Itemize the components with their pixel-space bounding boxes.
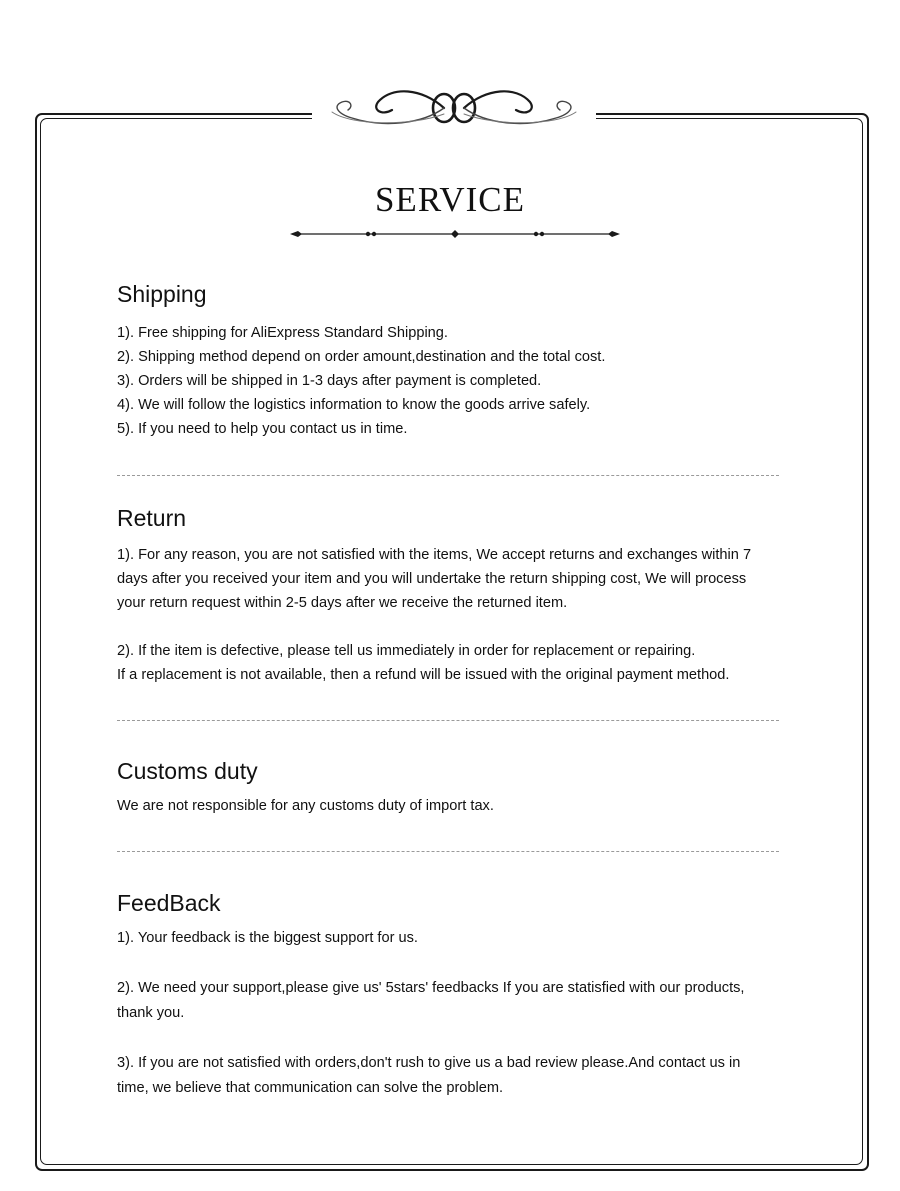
section-divider [117,720,779,721]
feedback-line: time, we believe that communication can solve the problem. [117,1080,504,1096]
shipping-line: 1). Free shipping for AliExpress Standard Shipping. [117,325,448,341]
feedback-line: 1). Your feedback is the biggest support for us. [117,930,418,946]
shipping-line: 2). Shipping method depend on order amount,destination and the total cost. [117,349,606,365]
shipping-heading: Shipping [117,281,207,307]
return-line: 2). If the item is defective, please tell us immediately in order for replacement or repairing. [117,643,696,659]
feedback-line: 3). If you are not satisfied with orders,don't rush to give us a bad review please.And contact us in [117,1055,741,1071]
customs-line: We are not responsible for any customs duty of import tax. [117,798,494,814]
shipping-line: 4). We will follow the logistics information to know the goods arrive safely. [117,397,591,413]
shipping-line: 3). Orders will be shipped in 1-3 days after payment is completed. [117,373,542,389]
return-line: your return request within 2-5 days after we receive the returned item. [117,595,568,611]
return-line: days after you received your item and you will undertake the return shipping cost, We will process [117,571,747,587]
feedback-heading: FeedBack [117,890,221,916]
title-divider-icon [288,226,622,242]
section-divider [117,851,779,852]
customs-heading: Customs duty [117,758,258,784]
flourish-ornament-icon [322,84,586,136]
section-divider [117,475,779,476]
return-line: If a replacement is not available, then a refund will be issued with the original payment method. [117,667,730,683]
return-line: 1). For any reason, you are not satisfied with the items, We accept returns and exchanges within 7 [117,547,752,563]
feedback-line: thank you. [117,1005,185,1021]
return-heading: Return [117,505,187,531]
shipping-line: 5). If you need to help you contact us in time. [117,421,408,437]
page-title: SERVICE [374,180,526,219]
feedback-line: 2). We need your support,please give us' 5stars' feedbacks If you are statisfied with our products, [117,980,745,996]
